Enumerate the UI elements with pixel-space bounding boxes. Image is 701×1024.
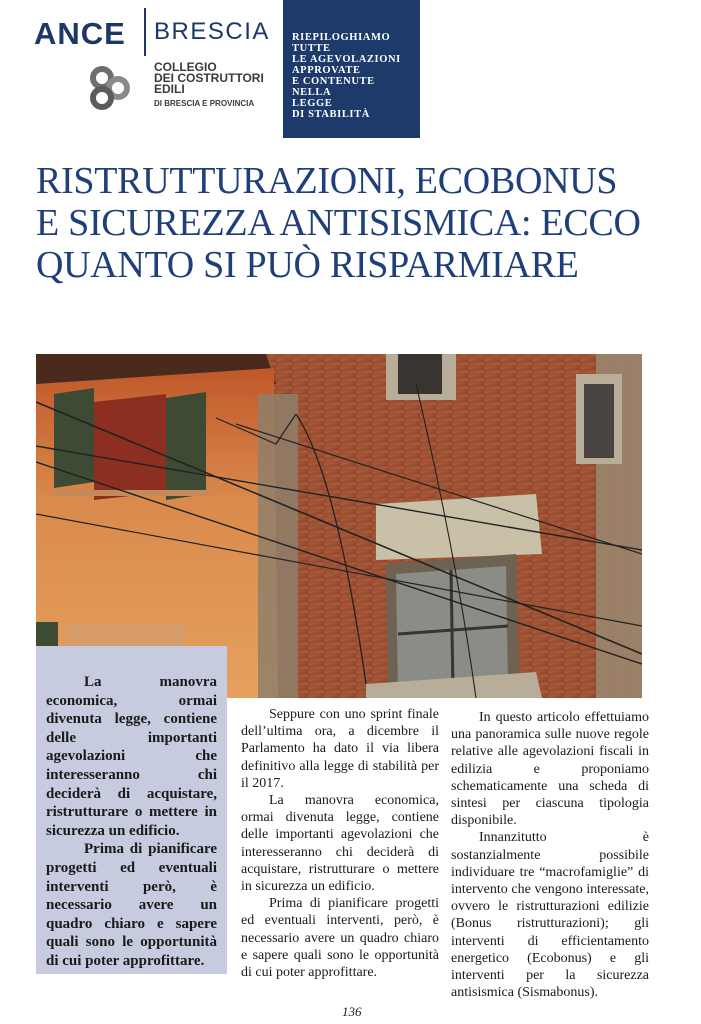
body-paragraph: Seppure con uno sprint finale dell’ultima ora, a dicembre il Parlamento ha dato il via libera definitivo alla legge di stabilità per il 2017. [241,707,439,791]
header-box-line: RIEPILOGHIAMO [292,32,391,43]
body-column-2 [451,709,649,1001]
header-box-line: LEGGE [292,98,333,109]
header-box-line: DI STABILITÀ [292,109,370,120]
body-paragraph: Innanzitutto è sostanzialmente possibile individuare tre “macrofamiglie” di intervento che vengono interessate, ovvero le ristrutturazioni edilizie (Bonus ristrutturazioni); gli interventi di efficientamento energetico (Ecobonus) e gli interventi per la sicurezza antisismica (Sismabonus). [451,830,649,1001]
body-column-1 [241,706,439,981]
header-box-line: LE AGEVOLAZIONI [292,54,401,65]
page-number: 136 [342,1004,362,1019]
logo-brescia-text: BRESCIA [154,18,270,45]
header-box-line: APPROVATE [292,65,361,76]
article-title-line: RISTRUTTURAZIONI, ECOBONUS [36,160,618,202]
section-header-box [283,0,420,138]
lead-paragraph: La manovra economica, ormai divenuta legge, contiene delle importanti agevolazioni che interesseranno chi deciderà di acquistare, ristrutturare o mettere in sicurezza un edificio. [46,674,217,839]
cce-rings-emblem-icon [84,62,136,114]
logo-collegio-line: EDILI [154,82,185,96]
body-paragraph: La manovra economica, ormai divenuta legge, contiene delle importanti agevolazioni che interesseranno chi deciderà di acquistare, ristrutturare o mettere in sicurezza un edificio. [241,793,439,895]
logo-collegio-sub: DI BRESCIA E PROVINCIA [154,99,255,108]
header-box-line: TUTTE [292,43,331,54]
ance-brescia-logo [34,6,284,124]
article-title-line: QUANTO SI PUÒ RISPARMIARE [36,244,579,286]
article-title-line: E SICUREZZA ANTISISMICA: ECCO [36,202,641,244]
body-paragraph: In questo articolo effettuiamo una panoramica sulle nuove regole relative alle agevolazioni fiscali in edilizia e proponiamo schematicamente una scheda di sintesi per ciascuna tipologia disponibile. [451,710,649,829]
lead-summary-box [36,646,227,974]
logo-collegio-line: DEI COSTRUTTORI [154,71,264,85]
logo-collegio-text [154,62,294,109]
article-title [36,160,676,286]
body-paragraph: Prima di pianificare progetti ed eventuali interventi, però, è necessario avere un quadro chiaro e sapere quali sono le opportunità di cui poter approfittare. [241,896,439,981]
header-box-line: E CONTENUTE [292,76,375,87]
logo-collegio-line: COLLEGIO [154,60,217,74]
header-box-line: NELLA [292,87,332,98]
lead-paragraph: Prima di pianificare progetti ed eventuali interventi però, è necessario avere un quadro chiaro e sapere quali sono le opportunità di cui poter approfittare. [46,841,217,969]
logo-ance-text: ANCE [34,16,126,51]
logo-divider [144,8,146,56]
